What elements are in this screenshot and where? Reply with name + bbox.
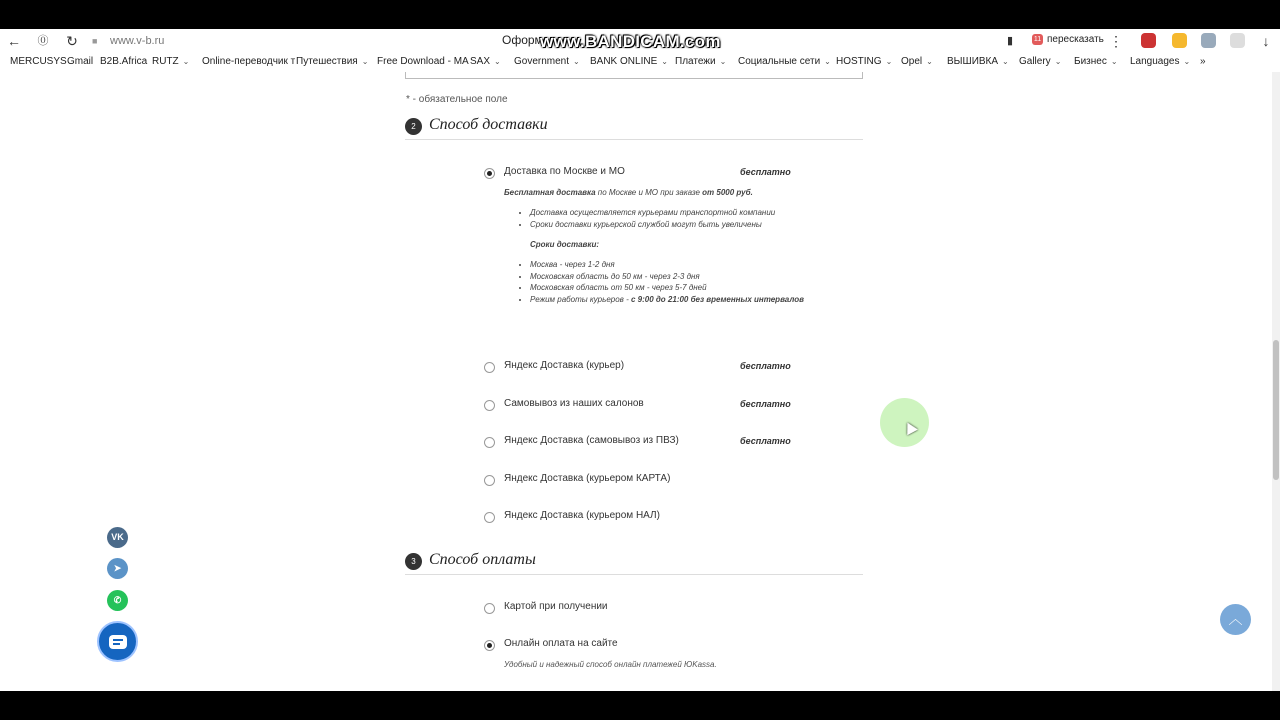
chevron-down-icon: ⌄ [1002,57,1009,66]
payment-option[interactable] [484,638,618,652]
delivery-details [504,186,804,305]
payment-option-label: Картой при получении [504,601,608,612]
chevron-down-icon: ⌄ [573,57,580,66]
bookmark-label: MERCUSYS [10,56,67,67]
delivery-option-label: Яндекс Доставка (курьером КАРТА) [504,473,671,484]
telegram-icon[interactable]: ➤ [107,558,128,579]
payment-option-label: Онлайн оплата на сайте [504,638,618,649]
bookmark-label: HOSTING [836,56,882,67]
cursor-highlight [880,398,929,447]
chevron-down-icon: ⌄ [926,57,933,66]
bookmark-item[interactable] [590,56,668,67]
delivery-radio[interactable] [484,362,495,373]
bookmark-label: ВЫШИВКА [947,56,999,67]
delivery-radio[interactable] [484,475,495,486]
delivery-option[interactable] [484,166,625,180]
chevron-down-icon: ⌄ [719,57,727,66]
yandex-icon[interactable]: ⓪ [37,35,49,47]
delivery-terms [530,259,804,305]
delivery-price: бесплатно [740,361,791,371]
menu-dots-icon[interactable]: ⋮ [1109,33,1123,49]
browser-toolbar [0,29,1280,53]
payment-note: Удобный и надежный способ онлайн платежей ЮKassa. [504,660,717,669]
chevron-down-icon: ⌄ [661,57,668,66]
bookmarks-bar [0,54,1280,72]
comment-textarea[interactable] [405,72,863,79]
delivery-price: бесплатно [740,436,791,446]
delivery-bullet: • Доставка осуществляется курьерами транспортной компании [530,207,804,219]
scroll-top-button[interactable] [1220,604,1251,635]
bookmark-label: Online-переводчик т [202,56,296,67]
delivery-section-header [405,110,863,140]
delivery-option[interactable] [484,398,644,412]
bookmark-item[interactable] [202,56,295,67]
chevron-down-icon: ⌄ [885,57,893,66]
bookmark-label: Government [514,56,570,67]
bookmark-label: SAX [470,56,491,67]
delivery-option-label: Яндекс Доставка (самовывоз из ПВЗ) [504,435,679,446]
bookmark-label: Бизнес [1074,56,1107,67]
delivery-terms-title: Сроки доставки: [530,240,599,249]
chat-icon [109,635,127,649]
delivery-option-label: Самовывоз из наших салонов [504,398,644,409]
chevron-down-icon: ⌄ [361,57,369,66]
chevron-down-icon: ⌄ [1110,57,1118,66]
bookmark-item[interactable] [67,56,93,67]
bookmark-item[interactable] [1074,56,1118,67]
chat-button[interactable] [97,621,138,662]
bookmark-label: RUTZ [152,56,179,67]
reload-icon[interactable]: ↻ [66,33,78,49]
delivery-option[interactable] [484,510,660,524]
bookmark-item[interactable] [1130,56,1190,67]
delivery-term: • Москва - через 1-2 дня [530,259,804,271]
bookmark-item[interactable] [470,56,501,67]
delivery-term: • Московская область до 50 км - через 2-3 дня [530,271,804,283]
browser-chrome [0,29,1280,72]
bookmark-label: B2B.Africa [100,56,148,67]
download-icon[interactable]: ↓ [1262,33,1270,49]
retell-button[interactable] [1032,34,1104,45]
bookmark-item[interactable] [738,56,831,67]
delivery-option-label: Яндекс Доставка (курьером НАЛ) [504,510,660,521]
bookmark-label: Путешествия [296,56,358,67]
delivery-price: бесплатно [740,167,791,177]
chevron-down-icon: ⌄ [1183,57,1191,66]
free-delivery-text: Бесплатная доставка по Москве и МО при заказе от 5000 руб. [504,188,753,197]
delivery-price: бесплатно [740,399,791,409]
checkout-page [0,72,1272,691]
delivery-radio[interactable] [484,437,495,448]
extension-s-icon[interactable] [1141,33,1156,48]
vk-icon[interactable]: VK [107,527,128,548]
bookmark-item[interactable] [296,56,368,67]
bookmark-item[interactable] [1019,56,1061,67]
bookmark-item[interactable] [377,56,469,67]
payment-option[interactable] [484,601,608,615]
retell-label: пересказать [1047,34,1104,45]
bookmark-label: Социальные сети [738,56,821,67]
bookmark-label: Languages [1130,56,1180,67]
shield-icon[interactable] [1201,33,1216,48]
payment-radio[interactable] [484,640,495,651]
page-scrollbar[interactable] [1272,72,1280,691]
delivery-bullet: • Сроки доставки курьерской службой могут быть увеличены [530,219,804,231]
required-note: * - обязательное поле [406,94,508,105]
bookmark-label: Gallery [1019,56,1051,67]
bookmark-item[interactable] [100,56,147,67]
delivery-term: • Московская область от 50 км - через 5-7 дней [530,282,804,294]
bookmark-label: BANK ONLINE [590,56,658,67]
delivery-radio[interactable] [484,512,495,523]
bookmark-label: » [1200,56,1206,67]
extension-dots-icon[interactable] [1172,33,1187,48]
bookmark-item[interactable] [947,56,1009,67]
delivery-radio[interactable] [484,168,495,179]
whatsapp-icon[interactable]: ✆ [107,590,128,611]
delivery-option[interactable] [484,360,625,374]
delivery-option-label: Яндекс Доставка (курьер) [504,360,625,371]
bookmark-item[interactable] [10,56,67,67]
delivery-section-title: Способ доставки [429,116,548,133]
bookmark-item[interactable] [514,56,580,67]
bookmark-item[interactable] [901,56,933,67]
bookmark-label: Gmail [67,56,94,67]
delivery-bullets [530,207,804,230]
retell-badge: 11 [1033,36,1042,43]
bookmark-item[interactable] [1200,56,1206,67]
chevron-down-icon: ⌄ [182,57,190,66]
payment-radio[interactable] [484,603,495,614]
page-title: Оформ [502,33,543,47]
courier-hours: • Режим работы курьеров - с 9:00 до 21:00 без временных интервалов [530,294,804,306]
address-bar[interactable] [92,32,164,50]
bookmark-label: Платежи [675,56,716,67]
payment-section-title: Способ оплаты [429,551,536,568]
url-text: www.v-b.ru [110,35,165,47]
chevron-down-icon: ⌄ [824,57,831,66]
delivery-option[interactable] [484,473,671,487]
delivery-step-number: 2 [405,118,422,135]
scrollbar-thumb[interactable] [1273,340,1279,480]
bookmark-icon[interactable]: ▮ [1006,35,1014,47]
payment-step-number: 3 [405,553,422,570]
bookmark-item[interactable] [152,56,189,67]
extension-puzzle-icon[interactable] [1230,33,1245,48]
lock-icon: ■ [92,36,98,46]
bookmark-item[interactable] [836,56,892,67]
delivery-option[interactable] [484,435,679,449]
delivery-radio[interactable] [484,400,495,411]
chevron-down-icon: ⌄ [494,57,501,66]
bandicam-watermark: www.BANDICAM.com [540,32,721,51]
bookmark-label: Opel [901,56,923,67]
bookmark-label: Free Download - MA [377,56,469,67]
delivery-option-label: Доставка по Москве и МО [504,166,625,177]
chevron-up-icon: ︿ [1228,611,1243,627]
bookmark-item[interactable] [675,56,726,67]
payment-section-header [405,545,863,575]
back-arrow-icon[interactable]: ← [7,33,21,49]
chevron-down-icon: ⌄ [1054,57,1062,66]
